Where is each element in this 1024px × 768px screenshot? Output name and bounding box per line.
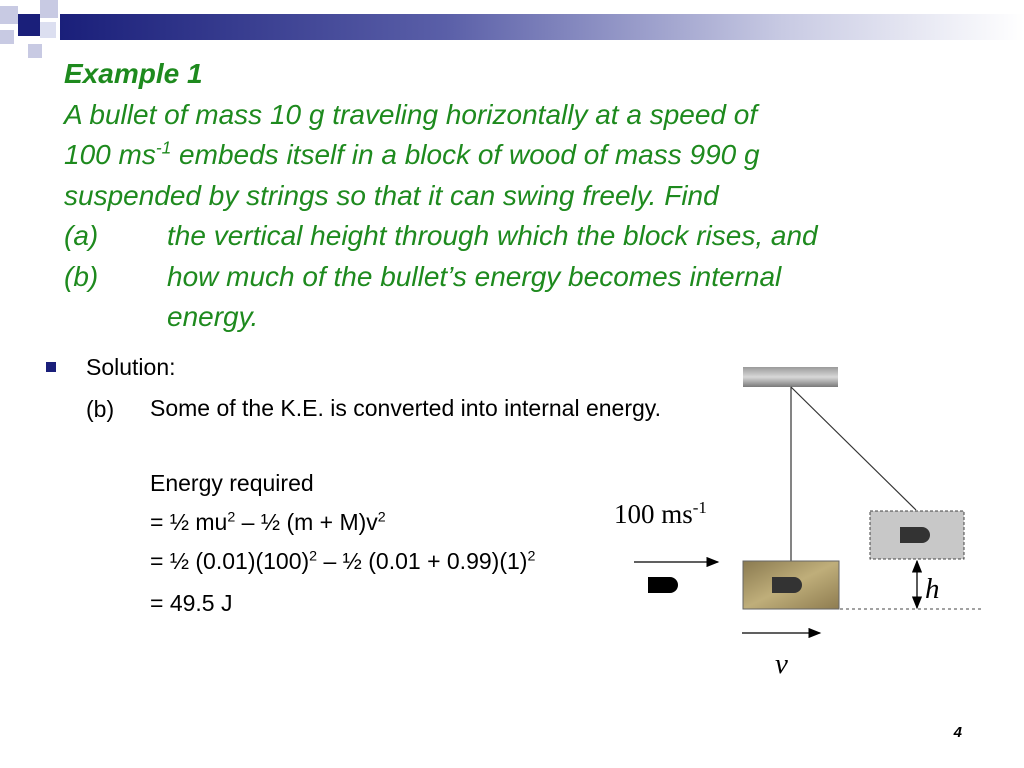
question-part-a bbox=[64, 216, 994, 257]
problem-line-1: A bullet of mass 10 g traveling horizontally at a speed of bbox=[64, 98, 758, 130]
velocity-label: v bbox=[775, 648, 788, 680]
example-heading: Example 1 bbox=[64, 58, 203, 89]
embedded-bullet bbox=[772, 577, 802, 593]
solution-explanation: Some of the K.E. is converted into internal energy. bbox=[150, 395, 661, 421]
ballistic-pendulum-diagram bbox=[600, 360, 1024, 680]
calc-2-part-b: – ½ (0.01 + 0.99)(1) bbox=[317, 548, 528, 574]
question-part-b-text-2: energy. bbox=[167, 301, 259, 332]
page-number: 4 bbox=[953, 724, 962, 741]
problem-statement bbox=[64, 54, 994, 338]
calc-2-exp-1: 2 bbox=[309, 548, 318, 565]
calc-1-part-a: = ½ mu bbox=[150, 509, 228, 535]
bullet-square-icon bbox=[46, 362, 56, 372]
calc-1-exp-1: 2 bbox=[227, 509, 236, 526]
calc-line-2 bbox=[150, 544, 535, 578]
problem-line-2-rest: embeds itself in a block of wood of mass 990 g bbox=[171, 139, 760, 170]
problem-speed-text: 100 ms bbox=[64, 139, 156, 170]
solution-part-label: (b) bbox=[86, 396, 115, 422]
problem-line-2 bbox=[64, 135, 994, 176]
problem-speed-exponent: -1 bbox=[155, 137, 172, 158]
ceiling-support bbox=[743, 367, 838, 387]
height-label: h bbox=[925, 573, 940, 605]
calc-1-exp-2: 2 bbox=[377, 509, 386, 526]
energy-required-label: Energy required bbox=[150, 470, 314, 496]
problem-line-3: suspended by strings so that it can swing freely. Find bbox=[64, 179, 719, 211]
embedded-bullet-swung bbox=[900, 527, 930, 543]
solution-label: Solution: bbox=[86, 354, 176, 380]
question-part-a-label: (a) bbox=[64, 220, 99, 251]
calc-2-part-a: = ½ (0.01)(100) bbox=[150, 548, 310, 574]
bullet-speed-label: 100 $ms^{-1}$ bbox=[614, 498, 707, 529]
question-part-b-label: (b) bbox=[64, 260, 99, 292]
calc-2-exp-2: 2 bbox=[527, 548, 536, 565]
string-swung bbox=[791, 387, 916, 510]
incoming-bullet bbox=[648, 577, 678, 593]
calc-line-1 bbox=[150, 505, 386, 539]
question-part-b bbox=[64, 257, 994, 298]
question-part-b-cont bbox=[64, 297, 994, 338]
header-banner-bar bbox=[60, 14, 1024, 40]
calc-result: = 49.5 J bbox=[150, 590, 233, 616]
question-part-b-text-1: how much of the bullet’s energy becomes internal bbox=[167, 260, 782, 292]
calc-1-part-b: – ½ (m + M)v bbox=[235, 509, 378, 535]
question-part-a-text: the vertical height through which the block rises, and bbox=[167, 220, 818, 251]
